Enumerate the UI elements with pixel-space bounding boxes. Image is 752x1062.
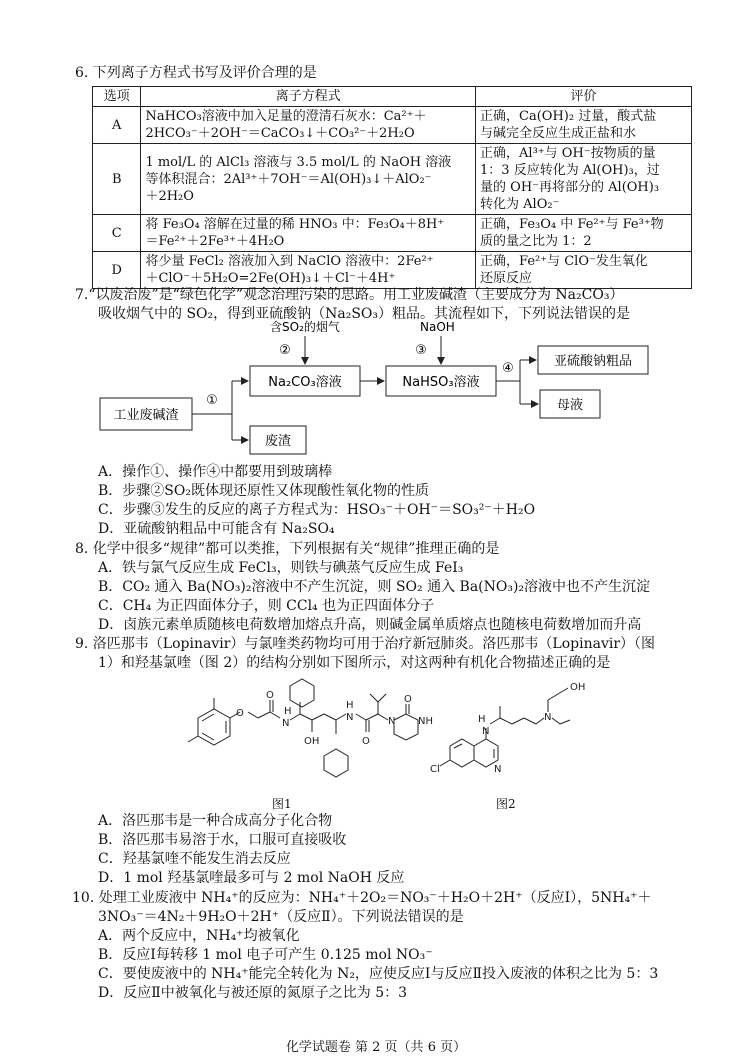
q9-option-d: D．1 mol 羟基氯喹最多可与 2 mol NaOH 反应	[98, 870, 405, 886]
q10-stem-line1: 10. 处理工业废液中 NH₄⁺的反应为：NH₄⁺＋2O₂＝NO₃⁻＋H₂O＋2H⁺（反应Ⅰ），5NH₄⁺＋	[72, 890, 652, 906]
q9-option-b: B．洛匹那韦易溶于水，口服可直接吸收	[98, 832, 347, 848]
page-footer: 化学试题卷 第 2 页（共 6 页）	[285, 1040, 467, 1055]
row-option: D	[93, 252, 141, 289]
q9-option-a: A．洛匹那韦是一种合成高分子化合物	[98, 813, 333, 829]
step4-label: ④	[502, 361, 514, 376]
row-equation: 1 mol/L 的 AlCl₃ 溶液与 3.5 mol/L 的 NaOH 溶液 等体积混合：2Al³⁺＋7OH⁻＝Al(OH)₃↓＋AlO₂⁻ ＋2H₂O	[141, 144, 476, 215]
q7-option-c: C．步骤③发生的反应的离子方程式为：HSO₃⁻＋OH⁻＝SO₃²⁻＋H₂O	[98, 502, 536, 518]
box-nahso3-label: NaHSO₃溶液	[402, 375, 480, 390]
row-evaluation: 正确，Ca(OH)₂ 过量，酸式盐 与碱完全反应生成正盐和水	[476, 107, 692, 144]
atom-n1: N	[282, 718, 290, 729]
q8-option-a: A．铁与氯气反应生成 FeCl₃，则铁与碘蒸气反应生成 FeI₃	[98, 560, 464, 576]
q10-option-a: A．两个反应中，NH₄⁺均被氧化	[98, 928, 300, 944]
atom-h: H	[478, 714, 486, 725]
atom-o3: O	[362, 736, 370, 747]
atom-oh: OH	[570, 682, 586, 693]
box-product-label: 亚硫酸钠粗品	[553, 354, 633, 369]
q8-option-c: C．CH₄ 为正四面体分子，则 CCl₄ 也为正四面体分子	[98, 598, 435, 614]
q8-stem: 8. 化学中很多“规律”都可以类推，下列根据有关“规律”推理正确的是	[75, 541, 500, 557]
row-option: B	[93, 144, 141, 215]
q10-option-b: B．反应Ⅰ每转移 1 mol 电子可产生 0.125 mol NO₃⁻	[98, 947, 433, 963]
q9-stem-line2: 1）和羟基氯喹（图 2）的结构分别如下图所示，对这两种有机化合物描述正确的是	[98, 655, 611, 671]
q8-option-b: B．CO₂ 通入 Ba(NO₃)₂溶液中不产生沉淀，则 SO₂ 通入 Ba(NO₃)₂溶液中也不产生沉淀	[98, 579, 651, 595]
table-row	[93, 144, 692, 215]
row-equation: 将 Fe₃O₄ 溶解在过量的稀 HNO₃ 中：Fe₃O₄＋8H⁺ ＝Fe²⁺＋2Fe³⁺＋4H₂O	[141, 215, 476, 252]
header-equation: 离子方程式	[141, 87, 476, 107]
row-option: C	[93, 215, 141, 252]
step2-label: ②	[279, 343, 291, 358]
q10-option-d: D．反应Ⅱ中被氧化与被还原的氮原子之比为 5：3	[98, 985, 408, 1001]
atom-h1: H	[284, 706, 292, 717]
table-row	[93, 252, 692, 289]
header-evaluation: 评价	[476, 87, 692, 107]
atom-o1: O	[236, 708, 244, 719]
table-row	[93, 107, 692, 144]
row-evaluation: 正确，Fe₃O₄ 中 Fe²⁺与 Fe³⁺物 质的量之比为 1：2	[476, 215, 692, 252]
q9-stem-line1: 9. 洛匹那韦（Lopinavir）与氯喹类药物均可用于治疗新冠肺炎。洛匹那韦（Lopinavir）（图	[75, 636, 656, 652]
atom-o2: O	[266, 690, 274, 701]
atom-o4: O	[404, 694, 412, 705]
atom-n1: N	[544, 712, 552, 723]
q9-option-c: C．羟基氯喹不能发生消去反应	[98, 851, 291, 867]
q10-option-c: C．要使废液中的 NH₄⁺能完全转化为 N₂，应使反应Ⅰ与反应Ⅱ投入废液的体积之比为 5：3	[98, 966, 659, 982]
hydroxychloroquine-structure	[430, 676, 590, 796]
atom-n2: N	[346, 712, 354, 723]
table-row	[93, 215, 692, 252]
lopinavir-structure	[180, 676, 433, 796]
figure1-caption: 图1	[272, 797, 292, 811]
atom-cl: Cl	[430, 764, 440, 775]
q6-stem: 6. 下列离子方程式书写及评价合理的是	[75, 65, 317, 81]
naoh-label: NaOH	[420, 320, 455, 334]
q7-stem-line1: 7.“以废治废”是“绿色化学”观念治理污染的思路。用工业废碱渣（主要成分为 Na₂CO₃）	[75, 287, 624, 303]
step3-label: ③	[415, 343, 427, 358]
q7-option-d: D．亚硫酸钠粗品中可能含有 Na₂SO₄	[98, 521, 335, 537]
row-equation: NaHCO₃溶液中加入足量的澄清石灰水：Ca²⁺＋ 2HCO₃⁻＋2OH⁻＝CaCO₃↓＋CO₃²⁻＋2H₂O	[141, 107, 476, 144]
q10-stem-line2: 3NO₃⁻＝4N₂＋9H₂O＋2H⁺（反应Ⅱ）。下列说法错误的是	[98, 909, 464, 925]
header-option: 选项	[93, 87, 141, 107]
row-equation: 将少量 FeCl₂ 溶液加入到 NaClO 溶液中：2Fe²⁺ ＋ClO⁻＋5H₂O=2Fe(OH)₃↓＋Cl⁻＋4H⁺	[141, 252, 476, 289]
table-header-row	[93, 87, 692, 107]
row-evaluation: 正确，Fe²⁺与 ClO⁻发生氧化 还原反应	[476, 252, 692, 289]
step1-label: ①	[206, 393, 218, 408]
atom-n3: N	[494, 764, 502, 775]
box-na2co3-label: Na₂CO₃溶液	[268, 375, 342, 390]
q7-flow-diagram	[90, 318, 690, 458]
figure2-caption: 图2	[496, 797, 516, 811]
box-waste-label: 废渣	[264, 434, 292, 449]
atom-h2: H	[346, 700, 354, 711]
q6-table	[92, 86, 692, 289]
q7-option-a: A．操作①、操作④中都要用到玻璃棒	[98, 464, 333, 480]
q8-option-d: D．卤族元素单质随核电荷数增加熔点升高，则碱金属单质熔点也随核电荷数增加而升高	[98, 617, 642, 633]
atom-n2: N	[482, 726, 490, 737]
q7-option-b: B．步骤②SO₂既体现还原性又体现酸性氧化物的性质	[98, 483, 429, 499]
atom-nh: NH	[418, 716, 433, 727]
atom-oh: OH	[304, 736, 320, 747]
row-option: A	[93, 107, 141, 144]
box-start-label: 工业废碱渣	[113, 408, 179, 423]
atom-n3: N	[388, 716, 396, 727]
gas-label: 含SO₂的烟气	[270, 320, 340, 334]
row-evaluation: 正确，Al³⁺与 OH⁻按物质的量 1：3 反应转化为 Al(OH)₃，过 量的 OH⁻再将部分的 Al(OH)₃ 转化为 AlO₂⁻	[476, 144, 692, 215]
q7-stem-line2: 吸收烟气中的 SO₂，得到亚硫酸钠（Na₂SO₃）粗品。其流程如下，下列说法错误的是	[98, 306, 631, 322]
box-mother-label: 母液	[556, 398, 584, 413]
